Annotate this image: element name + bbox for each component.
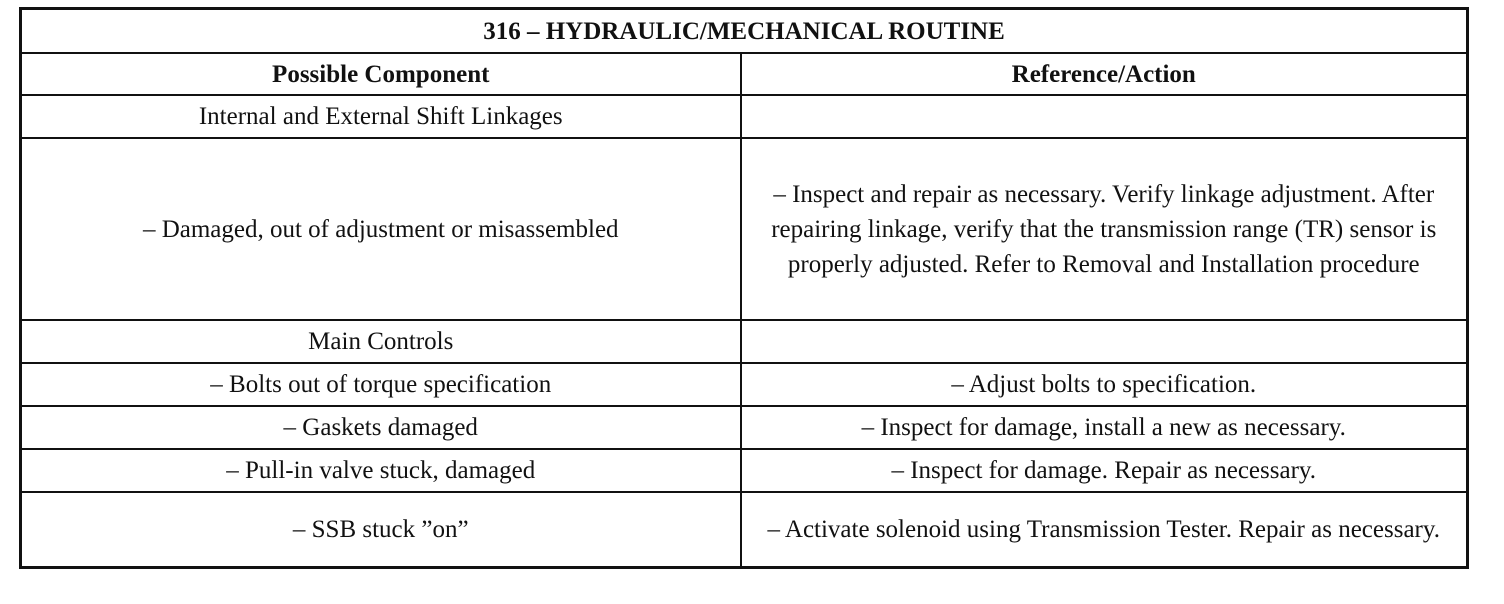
component-cell: – Pull-in valve stuck, damaged [21, 449, 741, 492]
component-cell: Main Controls [21, 320, 741, 363]
table-row [21, 492, 1468, 568]
routine-table [19, 7, 1469, 569]
table-row [21, 138, 1468, 320]
header-possible-component: Possible Component [21, 53, 741, 95]
action-cell [741, 320, 1468, 363]
header-reference-action: Reference/Action [741, 53, 1468, 95]
component-cell: Internal and External Shift Linkages [21, 95, 741, 138]
component-cell: – Gaskets damaged [21, 406, 741, 449]
action-cell: – Inspect for damage. Repair as necessary. [741, 449, 1468, 492]
table-row [21, 320, 1468, 363]
action-cell [741, 95, 1468, 138]
table-row [21, 449, 1468, 492]
table-row [21, 363, 1468, 406]
action-cell: – Adjust bolts to specification. [741, 363, 1468, 406]
table-row [21, 95, 1468, 138]
component-cell: – Damaged, out of adjustment or misassembled [21, 138, 741, 320]
action-cell: – Inspect for damage, install a new as necessary. [741, 406, 1468, 449]
component-cell: – SSB stuck ”on” [21, 492, 741, 568]
table-row [21, 406, 1468, 449]
table-title: 316 – HYDRAULIC/MECHANICAL ROUTINE [21, 9, 1468, 54]
component-cell: – Bolts out of torque specification [21, 363, 741, 406]
action-cell: – Inspect and repair as necessary. Verify linkage adjustment. After repairing linkage, verify that the transmission range (TR) sensor is properly adjusted. Refer to Removal and Installation procedure [741, 138, 1468, 320]
action-cell: – Activate solenoid using Transmission Tester. Repair as necessary. [741, 492, 1468, 568]
